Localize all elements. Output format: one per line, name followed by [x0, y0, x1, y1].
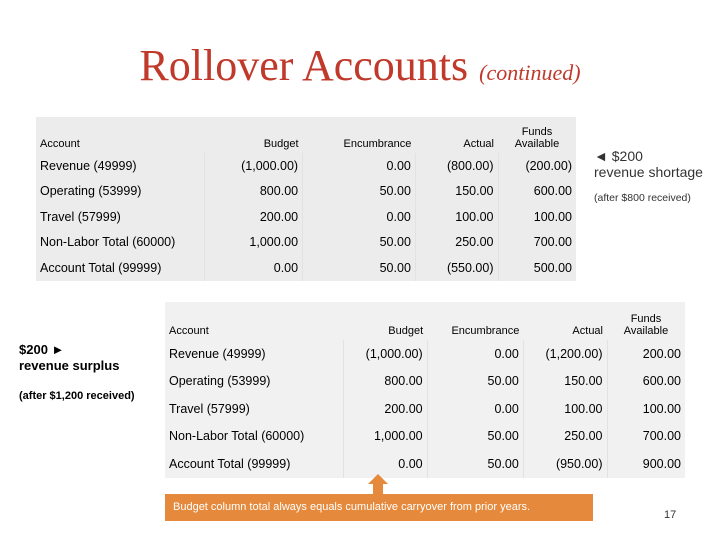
cell-budget: 200.00 — [205, 204, 303, 230]
cell-account: Account Total (99999) — [36, 255, 205, 281]
cell-funds-available: 700.00 — [533, 235, 572, 250]
cell-encumbrance: 0.00 — [303, 153, 416, 179]
cell-budget: 200.00 — [344, 395, 428, 423]
table-row — [36, 179, 576, 205]
shortage-detail: (after $800 received) — [594, 192, 691, 204]
cell-funds-available: 500.00 — [533, 260, 572, 275]
cell-account: Revenue (49999) — [36, 153, 205, 179]
table-header-row — [165, 302, 685, 340]
cell-encumbrance: 50.00 — [427, 423, 523, 451]
cell-actual: 250.00 — [415, 230, 498, 256]
header-actual: Actual — [572, 325, 603, 337]
header-encumbrance: Encumbrance — [451, 325, 520, 337]
cell-account: Account Total (99999) — [165, 450, 344, 478]
header-account: Account — [40, 138, 80, 150]
cell-actual: (800.00) — [415, 153, 498, 179]
table-header-row — [36, 117, 576, 153]
cell-funds-available: 900.00 — [642, 456, 681, 471]
table-row — [165, 423, 685, 451]
cell-actual: (1,200.00) — [523, 340, 607, 368]
cell-account: Non-Labor Total (60000) — [36, 230, 205, 256]
cell-actual: 150.00 — [415, 179, 498, 205]
accounts-table-before — [36, 117, 576, 281]
table-row — [165, 368, 685, 396]
cell-budget: 800.00 — [205, 179, 303, 205]
header-funds-available: Funds Available — [623, 313, 669, 337]
cell-encumbrance: 50.00 — [303, 255, 416, 281]
header-budget: Budget — [263, 138, 299, 150]
cell-account: Travel (57999) — [36, 204, 205, 230]
cell-budget: 1,000.00 — [344, 423, 428, 451]
slide-title — [0, 40, 720, 91]
table-row — [36, 255, 576, 281]
page-number: 17 — [664, 509, 677, 521]
table-row — [36, 230, 576, 256]
cell-account: Operating (53999) — [36, 179, 205, 205]
cell-actual: 100.00 — [415, 204, 498, 230]
cell-funds-available: (200.00) — [525, 158, 572, 173]
accounts-table-after — [165, 302, 685, 478]
cell-budget: 1,000.00 — [205, 230, 303, 256]
cell-funds-available: 600.00 — [533, 184, 572, 199]
cell-encumbrance: 50.00 — [303, 179, 416, 205]
cell-account: Operating (53999) — [165, 368, 344, 396]
cell-encumbrance: 0.00 — [303, 204, 416, 230]
surplus-amount: $200 ► — [19, 342, 65, 357]
header-funds-available: Funds Available — [514, 126, 560, 150]
cell-actual: (550.00) — [415, 255, 498, 281]
cell-funds-available: 200.00 — [642, 346, 681, 361]
budget-callout: Budget column total always equals cumulative carryover from prior years. — [165, 494, 593, 521]
cell-budget: (1,000.00) — [344, 340, 428, 368]
table-row — [165, 340, 685, 368]
cell-encumbrance: 0.00 — [427, 340, 523, 368]
header-actual: Actual — [463, 138, 494, 150]
cell-actual: 150.00 — [523, 368, 607, 396]
cell-account: Travel (57999) — [165, 395, 344, 423]
cell-actual: 250.00 — [523, 423, 607, 451]
cell-actual: (950.00) — [523, 450, 607, 478]
table-row — [165, 450, 685, 478]
table-row — [165, 395, 685, 423]
revenue-shortage-note — [594, 148, 714, 204]
surplus-label: revenue surplus — [19, 358, 120, 373]
cell-account: Revenue (49999) — [165, 340, 344, 368]
header-encumbrance: Encumbrance — [343, 138, 412, 150]
header-budget: Budget — [388, 325, 424, 337]
cell-funds-available: 600.00 — [642, 374, 681, 389]
shortage-label: revenue shortage — [594, 164, 703, 180]
cell-encumbrance: 50.00 — [303, 230, 416, 256]
cell-funds-available: 100.00 — [642, 401, 681, 416]
cell-funds-available: 700.00 — [642, 429, 681, 444]
cell-budget: 0.00 — [205, 255, 303, 281]
header-account: Account — [169, 325, 209, 337]
cell-budget: 800.00 — [344, 368, 428, 396]
cell-account: Non-Labor Total (60000) — [165, 423, 344, 451]
cell-budget: 0.00 — [344, 450, 428, 478]
shortage-amount: ◄ $200 — [594, 148, 643, 164]
revenue-surplus-note — [19, 342, 159, 402]
cell-encumbrance: 50.00 — [427, 368, 523, 396]
cell-encumbrance: 0.00 — [427, 395, 523, 423]
cell-encumbrance: 50.00 — [427, 450, 523, 478]
title-sub: (continued) — [479, 60, 581, 85]
cell-funds-available: 100.00 — [533, 209, 572, 224]
title-main: Rollover Accounts — [139, 41, 469, 90]
surplus-detail: (after $1,200 received) — [19, 390, 135, 402]
table-row — [36, 153, 576, 179]
cell-budget: (1,000.00) — [205, 153, 303, 179]
cell-actual: 100.00 — [523, 395, 607, 423]
table-row — [36, 204, 576, 230]
